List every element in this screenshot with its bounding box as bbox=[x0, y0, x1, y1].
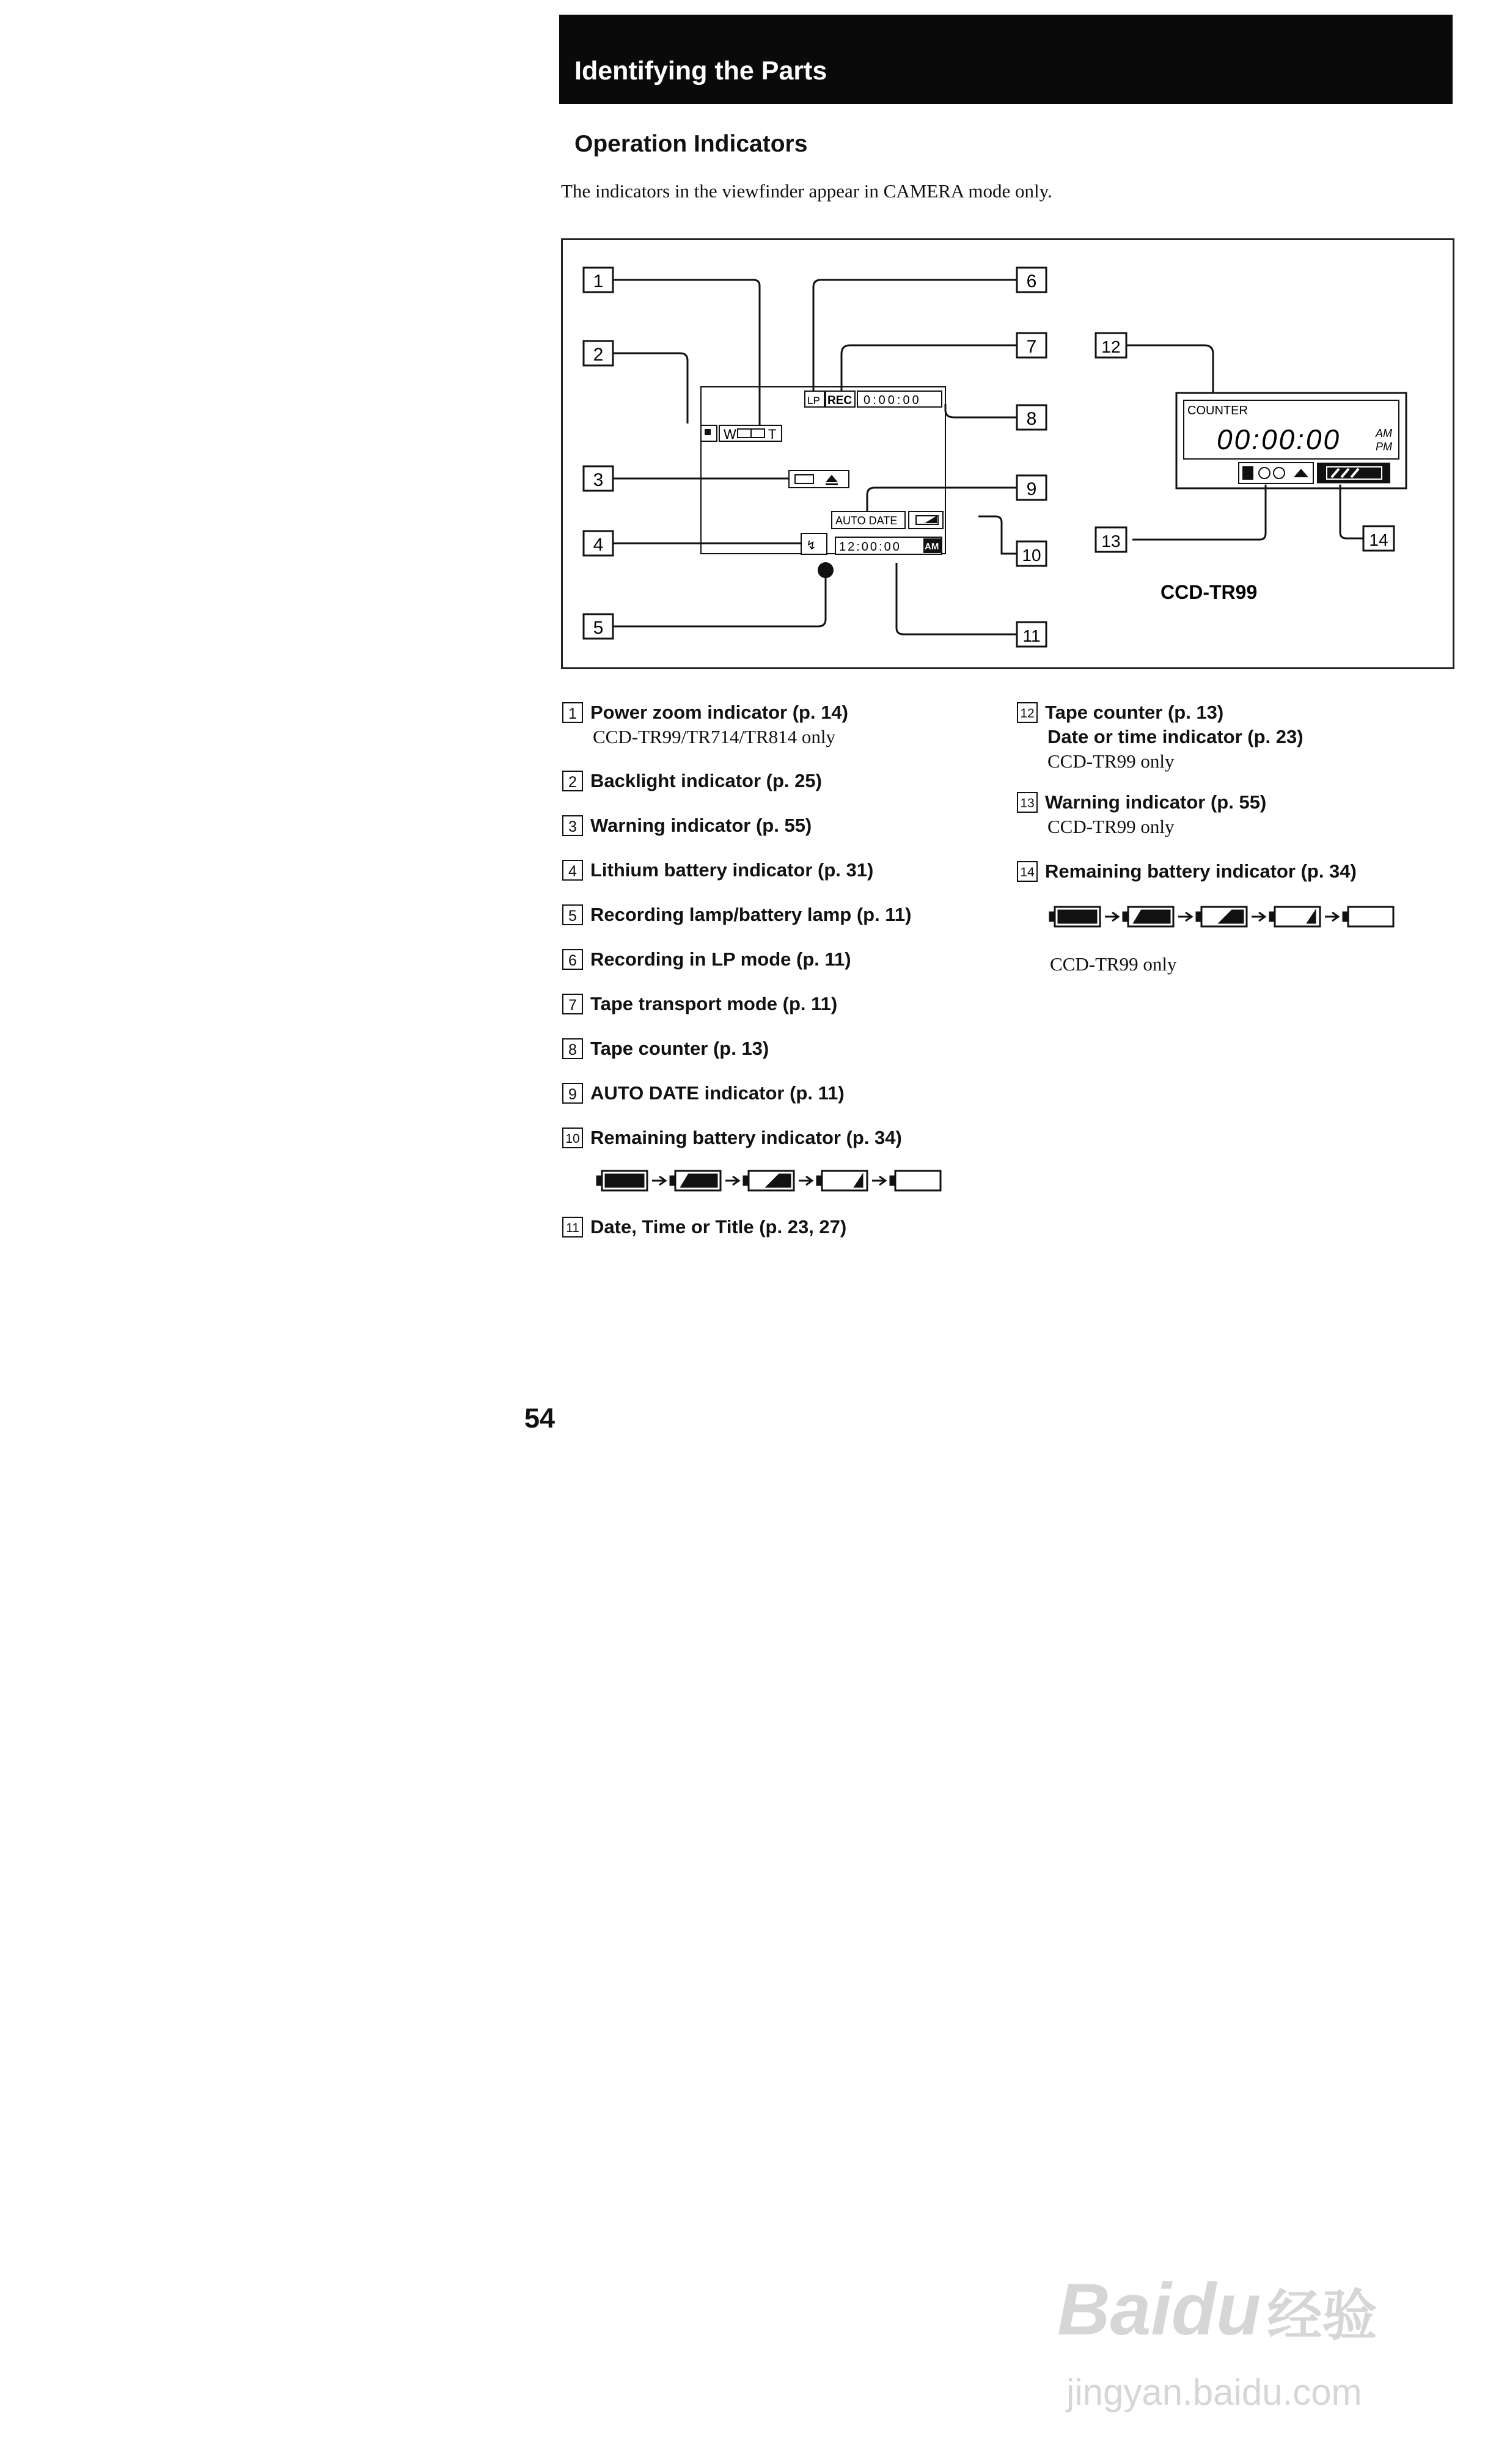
callout-14: 14 bbox=[1369, 530, 1388, 549]
callout-12: 12 bbox=[1101, 337, 1121, 356]
list-item bbox=[562, 815, 812, 837]
item-note: CCD-TR99 only bbox=[1047, 816, 1175, 837]
vf-clock: 12:00:00 bbox=[839, 540, 901, 554]
list-item bbox=[1017, 791, 1266, 838]
warning-icon bbox=[789, 471, 849, 488]
indicator-diagram bbox=[561, 238, 1454, 669]
item-label-2: Date or time indicator (p. 23) bbox=[1047, 726, 1304, 747]
lcd-am: AM bbox=[1376, 427, 1392, 439]
battery-sequence-right bbox=[1049, 903, 1415, 931]
lcd-counter-label: COUNTER bbox=[1187, 404, 1248, 417]
list-item bbox=[562, 1082, 845, 1104]
callout-5: 5 bbox=[593, 618, 604, 638]
item-number: 7 bbox=[562, 994, 583, 1014]
page-title: Identifying the Parts bbox=[574, 56, 827, 86]
item-label: Warning indicator (p. 55) bbox=[590, 815, 812, 836]
item-label: Recording lamp/battery lamp (p. 11) bbox=[590, 904, 912, 925]
item-number: 5 bbox=[562, 904, 583, 925]
item-label: Warning indicator (p. 55) bbox=[1045, 791, 1267, 813]
item-label: Recording in LP mode (p. 11) bbox=[590, 948, 851, 970]
item-number: 12 bbox=[1017, 702, 1038, 723]
callout-8: 8 bbox=[1026, 409, 1037, 429]
item-note: CCD-TR99 only bbox=[1047, 750, 1175, 772]
callout-4: 4 bbox=[593, 535, 604, 555]
item-number: 11 bbox=[562, 1217, 583, 1238]
zoom-w-label: W bbox=[724, 427, 736, 442]
item-number: 13 bbox=[1017, 792, 1038, 813]
callout-7: 7 bbox=[1026, 337, 1037, 357]
svg-text:↯: ↯ bbox=[806, 539, 816, 552]
item-label: Power zoom indicator (p. 14) bbox=[590, 702, 848, 723]
watermark-brand: Bai bbox=[1057, 2268, 1172, 2350]
recording-lamp-icon bbox=[818, 562, 834, 578]
watermark-url: jingyan.baidu.com bbox=[1066, 2372, 1362, 2413]
lp-label: LP bbox=[807, 395, 820, 406]
item-number: 10 bbox=[562, 1128, 583, 1148]
item-label: Tape counter (p. 13) bbox=[590, 1038, 769, 1059]
list-item bbox=[562, 1038, 769, 1060]
list-item bbox=[562, 948, 851, 970]
item-label: Remaining battery indicator (p. 34) bbox=[1045, 860, 1357, 882]
section-title: Operation Indicators bbox=[574, 131, 808, 157]
item-label: Backlight indicator (p. 25) bbox=[590, 770, 822, 791]
item-label: Tape transport mode (p. 11) bbox=[590, 993, 838, 1014]
item-number: 6 bbox=[562, 949, 583, 970]
battery-sequence-left bbox=[596, 1167, 963, 1195]
item-label: Lithium battery indicator (p. 31) bbox=[590, 859, 874, 881]
diagram-svg bbox=[563, 240, 1453, 667]
item-label: Tape counter (p. 13) bbox=[1045, 702, 1224, 723]
list-item bbox=[1017, 702, 1304, 772]
list-item bbox=[562, 904, 911, 926]
item-number: 4 bbox=[562, 860, 583, 881]
right-note: CCD-TR99 only bbox=[1050, 953, 1177, 975]
callout-3: 3 bbox=[593, 470, 604, 490]
list-item bbox=[562, 702, 848, 748]
auto-date-label: AUTO DATE bbox=[835, 515, 898, 527]
watermark-logo bbox=[1057, 2267, 1377, 2352]
item-label: AUTO DATE indicator (p. 11) bbox=[590, 1082, 845, 1104]
list-item bbox=[562, 859, 873, 881]
callout-13: 13 bbox=[1101, 532, 1121, 551]
list-item bbox=[562, 1127, 902, 1149]
callout-boxes bbox=[584, 268, 1394, 647]
list-item bbox=[562, 1216, 846, 1238]
item-number: 8 bbox=[562, 1038, 583, 1059]
watermark-brand-2: du bbox=[1171, 2268, 1261, 2350]
item-number: 1 bbox=[562, 702, 583, 723]
item-label: Date, Time or Title (p. 23, 27) bbox=[590, 1216, 847, 1238]
callout-10: 10 bbox=[1022, 546, 1041, 565]
item-label: Remaining battery indicator (p. 34) bbox=[590, 1127, 902, 1148]
lcd-pm: PM bbox=[1376, 441, 1392, 453]
list-item bbox=[1017, 860, 1357, 882]
lcd-digits: 00:00:00 bbox=[1217, 424, 1341, 455]
callout-9: 9 bbox=[1026, 479, 1037, 499]
vf-counter: 0:00:00 bbox=[864, 394, 922, 407]
model-label: CCD-TR99 bbox=[1160, 581, 1258, 603]
rec-label: REC bbox=[827, 394, 853, 407]
item-number: 14 bbox=[1017, 861, 1038, 882]
callout-6: 6 bbox=[1026, 271, 1037, 292]
item-number: 9 bbox=[562, 1083, 583, 1104]
vf-am: AM bbox=[925, 541, 939, 552]
zoom-t-label: T bbox=[768, 427, 777, 442]
callout-2: 2 bbox=[593, 345, 604, 365]
list-item bbox=[562, 770, 822, 792]
viewfinder-indicators bbox=[701, 391, 943, 578]
list-item bbox=[562, 993, 837, 1015]
lcd-panel bbox=[1184, 400, 1399, 483]
callout-1: 1 bbox=[593, 271, 604, 292]
item-number: 3 bbox=[562, 815, 583, 836]
callout-11: 11 bbox=[1022, 626, 1041, 645]
intro-text: The indicators in the viewfinder appear in CAMERA mode only. bbox=[561, 180, 1052, 202]
page-number: 54 bbox=[524, 1402, 556, 1434]
item-number: 2 bbox=[562, 771, 583, 791]
watermark-cn: 经验 bbox=[1267, 2286, 1377, 2347]
item-note: CCD-TR99/TR714/TR814 only bbox=[593, 726, 835, 747]
